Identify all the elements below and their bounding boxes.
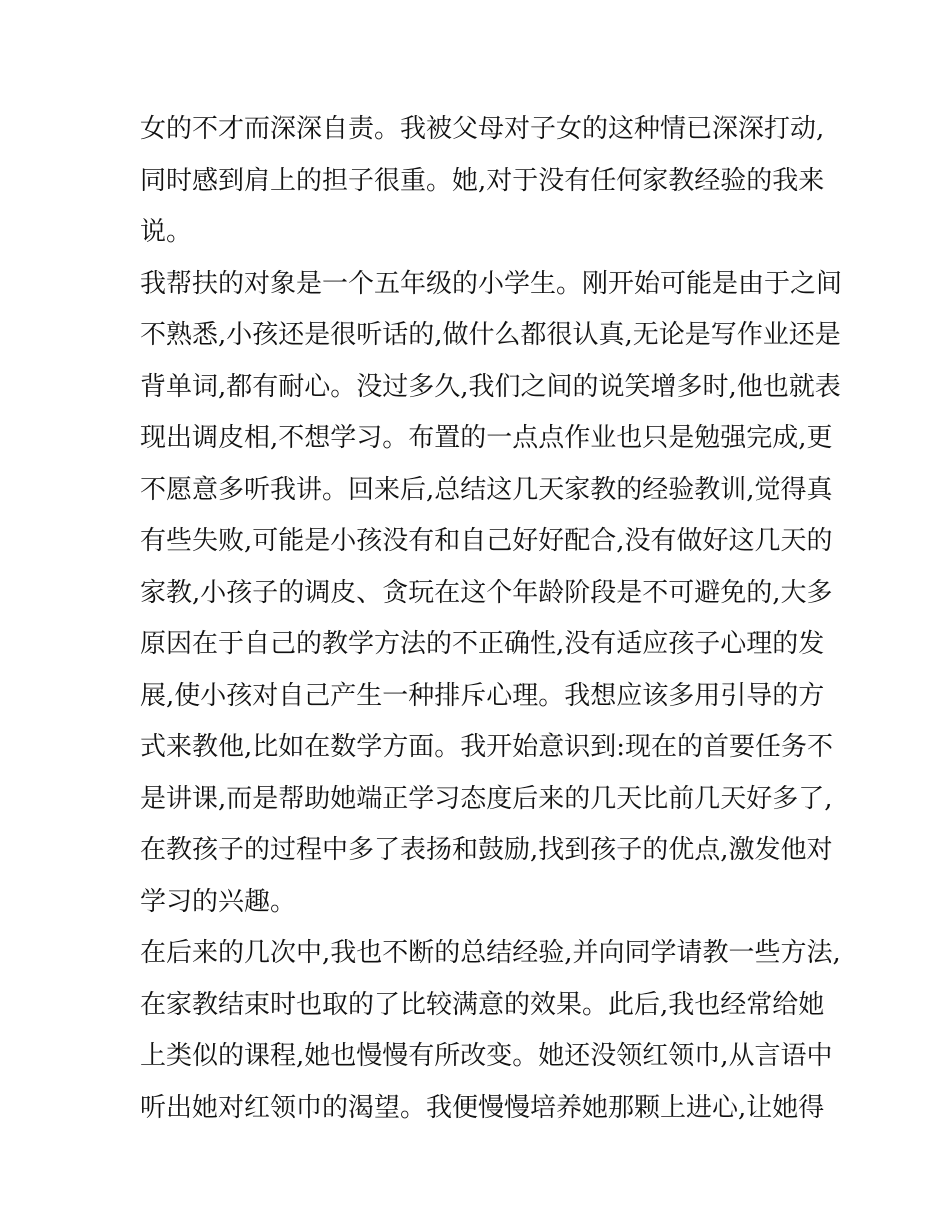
text-line: 在家教结束时也取的了比较满意的效果。此后,我也经常给她 xyxy=(140,989,825,1020)
text-line: 听出她对红领巾的渴望。我便慢慢培养她那颗上进心,让她得 xyxy=(140,1092,825,1123)
text-line: 展,使小孩对自己产生一种排斥心理。我想应该多用引导的方 xyxy=(140,680,825,711)
text-line: 学习的兴趣。 xyxy=(140,886,297,917)
text-line: 式来教他,比如在数学方面。我开始意识到:现在的首要任务不 xyxy=(140,732,834,762)
text-line: 我帮扶的对象是一个五年级的小学生。刚开始可能是由于之间 xyxy=(140,268,843,299)
text-line: 同时感到肩上的担子很重。她,对于没有任何家教经验的我来 xyxy=(140,165,825,196)
document-body xyxy=(140,104,843,1134)
text-line: 不愿意多听我讲。回来后,总结这几天家教的经验教训,觉得真 xyxy=(140,474,833,505)
text-line: 在教孩子的过程中多了表扬和鼓励,找到孩子的优点,激发他对 xyxy=(140,835,833,865)
text-line: 说。 xyxy=(140,217,193,247)
text-line: 背单词,都有耐心。没过多久,我们之间的说笑增多时,他也就表 xyxy=(140,371,841,402)
text-line: 上类似的课程,她也慢慢有所改变。她还没领红领巾,从言语中 xyxy=(140,1041,833,1071)
text-line: 现出调皮相,不想学习。布置的一点点作业也只是勉强完成,更 xyxy=(140,423,833,453)
text-line: 是讲课,而是帮助她端正学习态度后来的几天比前几天好多了, xyxy=(140,783,833,814)
text-line: 原因在于自己的教学方法的不正确性,没有适应孩子心理的发 xyxy=(140,629,825,659)
text-line: 有些失败,可能是小孩没有和自己好好配合,没有做好这几天的 xyxy=(140,526,833,556)
text-line: 不熟悉,小孩还是很听话的,做什么都很认真,无论是写作业还是 xyxy=(140,320,841,350)
text-line: 在后来的几次中,我也不断的总结经验,并向同学请教一些方法, xyxy=(140,938,841,968)
text-line: 家教,小孩子的调皮、贪玩在这个年龄阶段是不可避免的,大多 xyxy=(140,577,833,608)
text-line: 女的不才而深深自责。我被父母对子女的这种情已深深打动, xyxy=(140,114,825,144)
